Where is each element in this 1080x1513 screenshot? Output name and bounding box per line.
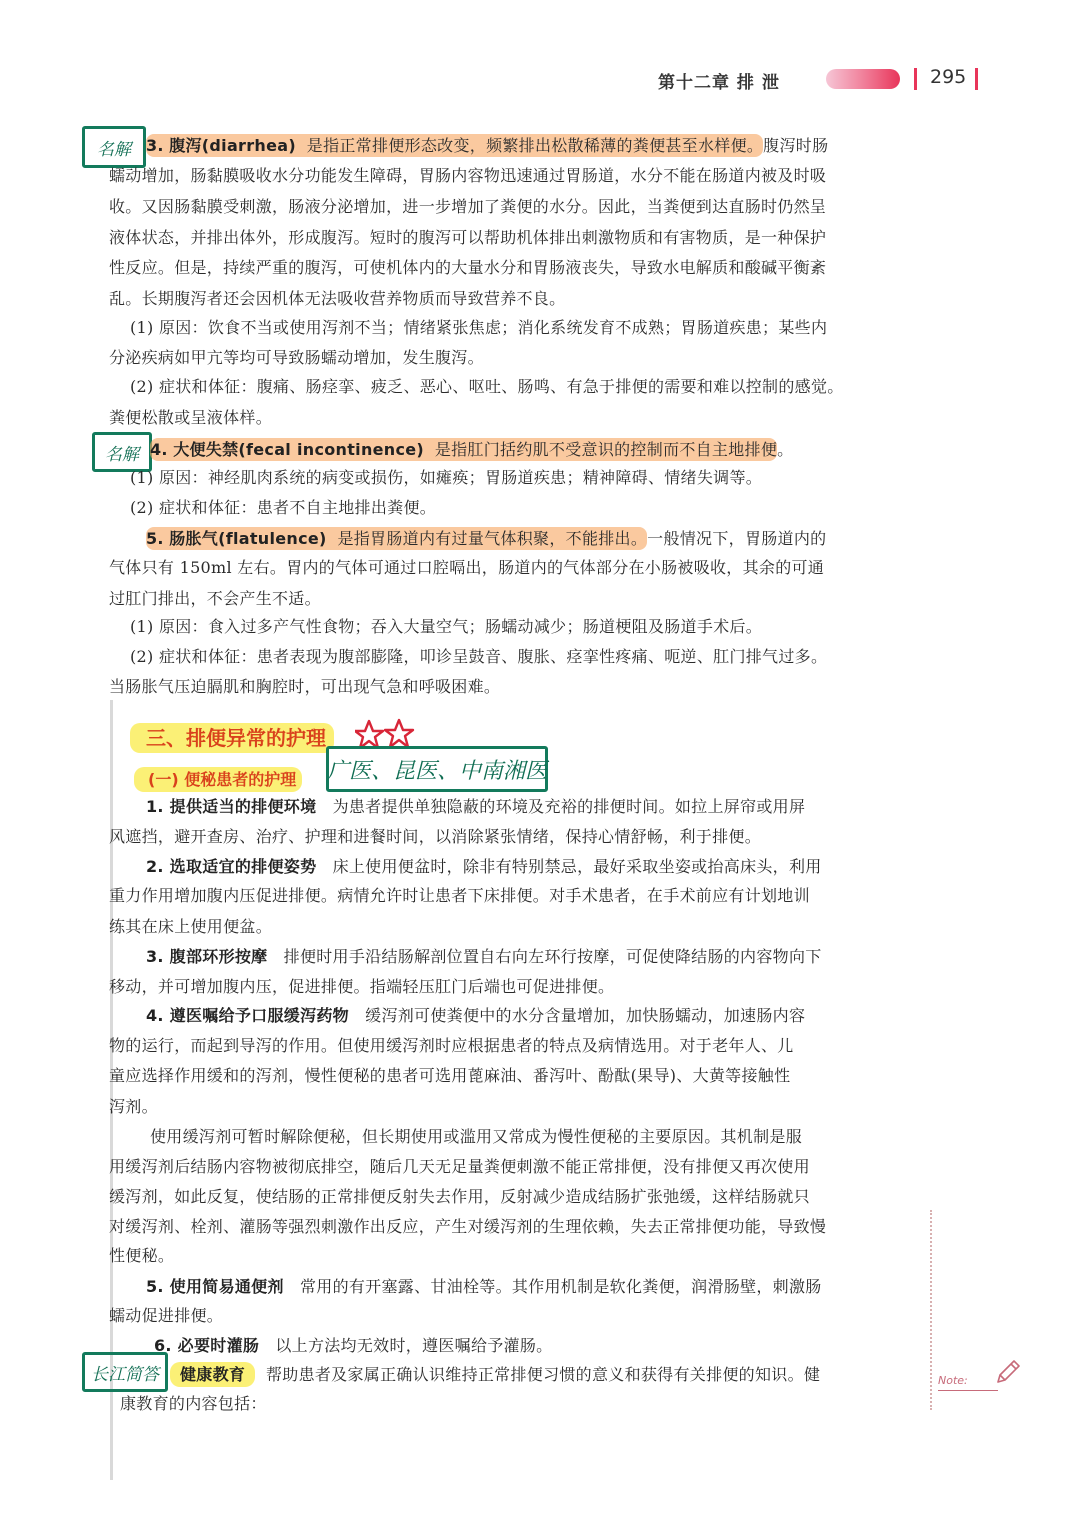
item1-line: 风遮挡，避开查房、治疗、护理和进餐时间，以消除紧张情绪，保持心情舒畅，利于排便。: [109, 827, 762, 846]
item4-text: 缓泻剂可使粪便中的水分含量增加，加快肠蠕动，加速肠内容: [365, 1006, 806, 1025]
item6-title: 6. 必要时灌肠: [154, 1336, 260, 1355]
item1-text: 为患者提供单独隐蔽的环境及充裕的排便时间。如拉上屏帘或用屏: [332, 797, 806, 816]
section3-heading-line: [146, 136, 946, 156]
section4-symptom: (2) 症状和体征：患者不自主地排出粪便。: [130, 498, 437, 517]
section3-line: 收。又因肠黏膜受刺激，肠液分泌增加，进一步增加了粪便的水分。因此，当粪便到达直肠时仍然呈: [109, 197, 827, 216]
item7-line: [170, 1365, 970, 1385]
section5-term: 肠胀气(flatulence): [169, 529, 327, 548]
section5-line: 气体只有 150ml 左右。胃内的气体可通过口腔嗝出，肠道内的气体部分在小肠被吸收，其余的可通: [109, 558, 825, 577]
section5-symptom: (2) 症状和体征：患者表现为腹部膨隆，叩诊呈鼓音、腹胀、痉挛性疼痛、呃逆、肛门排气过多。: [130, 647, 828, 666]
item2-line: [146, 857, 946, 877]
page-number: 295: [930, 66, 967, 88]
item1-line: [146, 797, 946, 817]
note-label: Note:: [938, 1374, 968, 1387]
section3-number: 3.: [146, 136, 164, 155]
section5-line: 过肛门排出，不会产生不适。: [109, 589, 321, 608]
section4-cause: (1) 原因：神经肌肉系统的病变或损伤，如瘫痪；胃肠道疾患；精神障碍、情绪失调等。: [130, 468, 763, 487]
item5-line: 蠕动促进排便。: [109, 1306, 224, 1325]
item3-title: 3. 腹部环形按摩: [146, 947, 268, 966]
handwritten-mingjie-note: 名解: [82, 126, 146, 168]
chapter-title: 第十二章 排 泄: [658, 73, 780, 93]
handwritten-schools-note: 广医、昆医、中南湘医: [326, 746, 548, 792]
item4-paragraph: 性便秘。: [109, 1246, 175, 1265]
item4-line: 物的运行，而起到导泻的作用。但使用缓泻剂时应根据患者的特点及病情选用。对于老年人、儿: [109, 1036, 794, 1055]
item2-line: 重力作用增加腹内压促进排便。病情允许时让患者下床排便。对手术患者，在手术前应有计划地训: [109, 886, 810, 905]
item3-text: 排便时用手沿结肠解剖位置自右向左环行按摩，可促使降结肠的内容物向下: [283, 947, 822, 966]
header-separator: [914, 68, 917, 90]
section4-heading-line: [150, 440, 950, 460]
section3-cause: (1) 原因：饮食不当或使用泻剂不当；情绪紧张焦虑；消化系统发育不成熟；胃肠道疾患；某些内: [130, 318, 828, 337]
handwritten-mingjie-note: 名解: [92, 432, 152, 472]
section3-term: 腹泻(diarrhea): [169, 136, 296, 155]
item1-title: 1. 提供适当的排便环境: [146, 797, 317, 816]
header-separator: [975, 68, 978, 90]
item4-paragraph: 使用缓泻剂可暂时解除便秘，但长期使用或滥用又常成为慢性便秘的主要原因。其机制是服: [150, 1127, 803, 1146]
section5-number: 5.: [146, 529, 164, 548]
section3-line: 腹泻时肠: [763, 136, 829, 155]
item7-title: 健康教育: [180, 1365, 246, 1384]
constipation-subheading: [134, 767, 302, 790]
section5-definition: 是指胃肠道内有过量气体积聚，不能排出。: [337, 529, 648, 548]
item2-line: 练其在床上使用便盆。: [109, 917, 273, 936]
section3-symptom: (2) 症状和体征：腹痛、肠痉挛、疲乏、恶心、呕吐、肠鸣、有急于排便的需要和难以控制的感觉。: [130, 377, 844, 396]
part3-title: 三、排便异常的护理: [130, 723, 334, 753]
section4-period: 。: [777, 440, 794, 459]
item4-line: 泻剂。: [109, 1097, 158, 1116]
item4-paragraph: 对缓泻剂、栓剂、灌肠等强烈刺激作出反应，产生对缓泻剂的生理依赖，失去正常排便功能，导致慢: [109, 1217, 827, 1236]
item2-title: 2. 选取适宜的排便姿势: [146, 857, 317, 876]
item3-line: 移动，并可增加腹内压，促进排便。指端轻压肛门后端也可促进排便。: [109, 977, 615, 996]
section5-line: 一般情况下，胃肠道内的: [647, 529, 827, 548]
section3-definition: 是指正常排便形态改变，频繁排出松散稀薄的粪便甚至水样便。: [306, 136, 764, 155]
item7-text: 帮助患者及家属正确认识维持正常排便习惯的意义和获得有关排便的知识。健: [265, 1365, 821, 1384]
header-accent-bar: [826, 69, 900, 89]
section3-line: 乱。长期腹泻者还会因机体无法吸收营养物质而导致营养不良。: [109, 289, 566, 308]
part3-heading: [130, 722, 334, 751]
subheading-text: (一) 便秘患者的护理: [134, 767, 302, 792]
item3-line: [146, 947, 946, 967]
section4-definition: 是指肛门括约肌不受意识的控制而不自主地排便: [434, 440, 778, 459]
note-underline: [938, 1390, 998, 1391]
section5-symptom: 当肠胀气压迫膈肌和胸腔时，可出现气急和呼吸困难。: [109, 677, 501, 696]
item6-text: 以上方法均无效时，遵医嘱给予灌肠。: [275, 1336, 553, 1355]
section3-cause: 分泌疾病如甲亢等均可导致肠蠕动增加，发生腹泻。: [109, 348, 484, 367]
item5-line: [146, 1277, 946, 1297]
item6-line: [154, 1336, 954, 1356]
item4-title: 4. 遵医嘱给予口服缓泻药物: [146, 1006, 349, 1025]
section3-line: 蠕动增加，肠黏膜吸收水分功能发生障碍，胃肠内容物迅速通过胃肠道，水分不能在肠道内被及时吸: [109, 166, 827, 185]
item4-line: [146, 1006, 946, 1026]
pencil-icon: [994, 1358, 1022, 1386]
item5-text: 常用的有开塞露、甘油栓等。其作用机制是软化粪便，润滑肠壁，刺激肠: [299, 1277, 822, 1296]
section4-term: 大便失禁(fecal incontinence): [173, 440, 425, 459]
section5-heading-line: [109, 529, 909, 549]
item5-title: 5. 使用简易通便剂: [146, 1277, 284, 1296]
item7-line: 康教育的内容包括：: [120, 1394, 267, 1413]
item4-paragraph: 用缓泻剂后结肠内容物被彻底排空，随后几天无足量粪便刺激不能正常排便，没有排便又再次使用: [109, 1157, 810, 1176]
section4-number: 4.: [150, 440, 168, 459]
item2-text: 床上使用便盆时，除非有特别禁忌，最好采取坐姿或抬高床头，利用: [332, 857, 822, 876]
section3-symptom: 粪便松散或呈液体样。: [109, 408, 273, 427]
handwritten-changjiang-note: 长江简答: [82, 1352, 168, 1392]
section5-cause: (1) 原因：食入过多产气性食物；吞入大量空气；肠蠕动减少；肠道梗阻及肠道手术后。: [130, 617, 763, 636]
item4-paragraph: 缓泻剂，如此反复，使结肠的正常排便反射失去作用，反射减少造成结肠扩张弛缓，这样结肠就只: [109, 1187, 810, 1206]
section3-line: 液体状态，并排出体外，形成腹泻。短时的腹泻可以帮助机体排出刺激物质和有害物质，是一种保护: [109, 228, 827, 247]
section3-line: 性反应。但是，持续严重的腹泻，可使机体内的大量水分和胃肠液丧失，导致水电解质和酸碱平衡紊: [109, 258, 827, 277]
item4-line: 童应选择作用缓和的泻剂，慢性便秘的患者可选用蓖麻油、番泻叶、酚酞(果导)、大黄等接触性: [109, 1066, 791, 1085]
